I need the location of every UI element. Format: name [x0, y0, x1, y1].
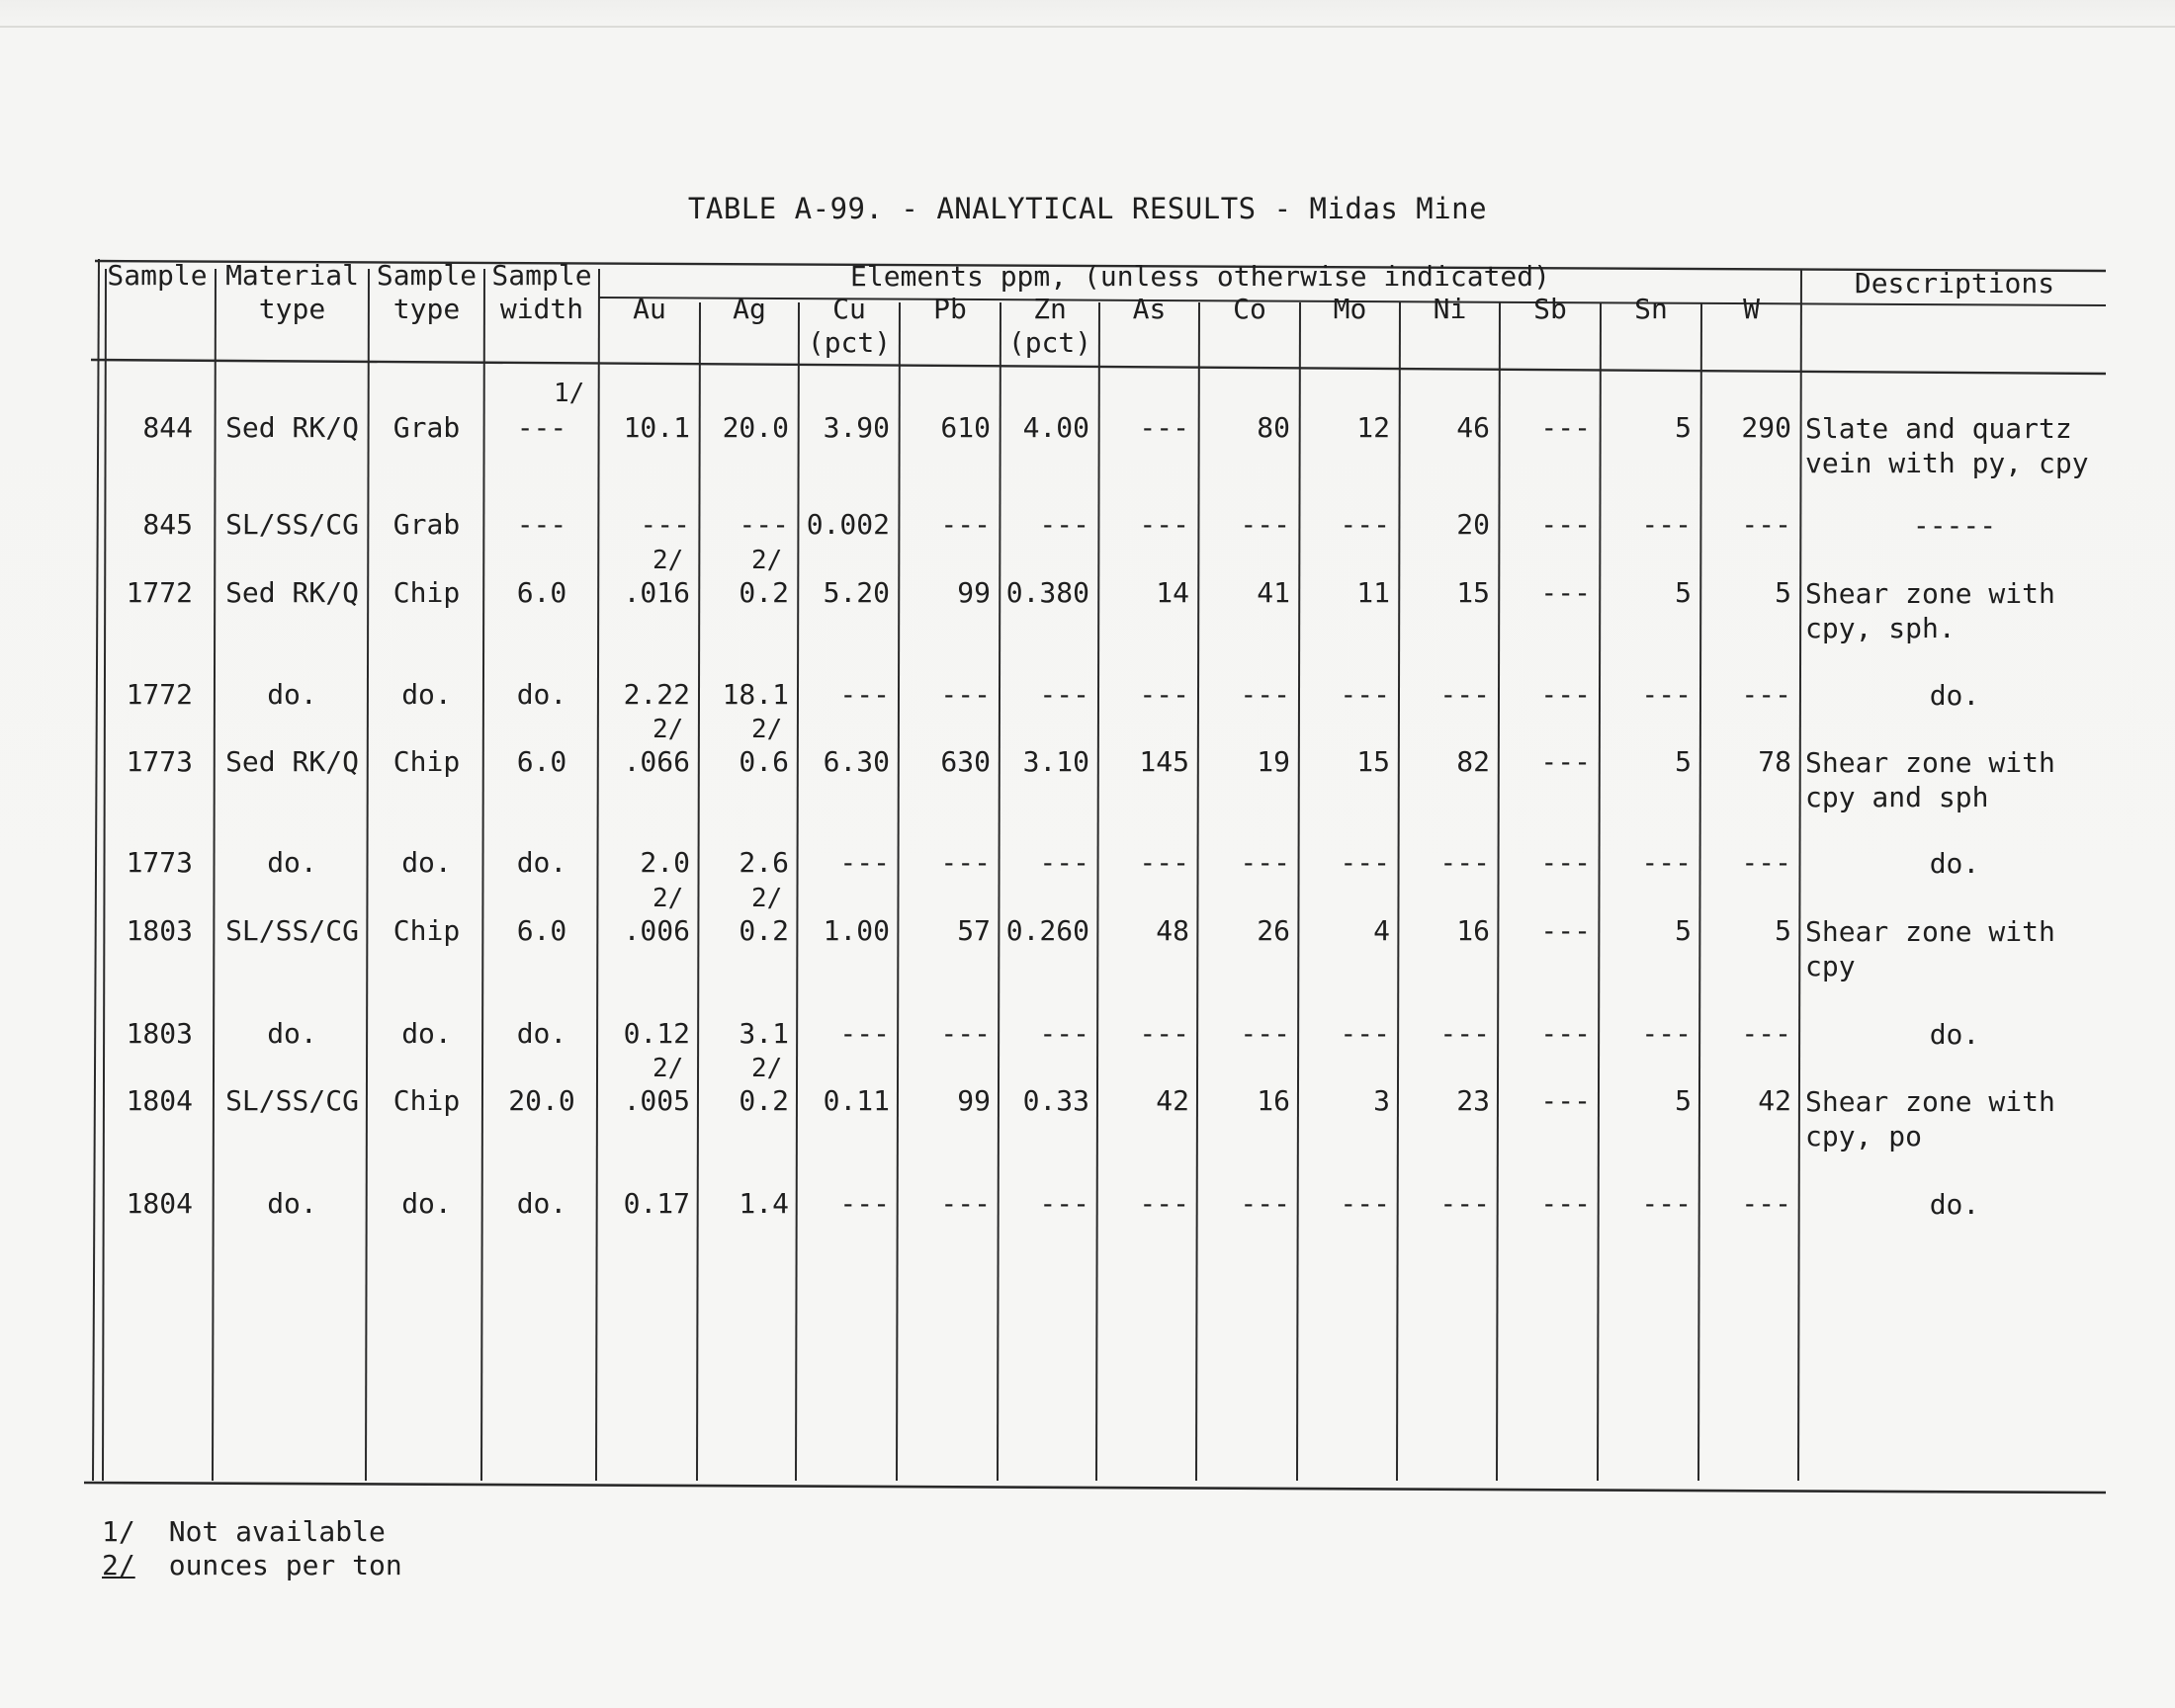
w-value-cell: 290 [1741, 411, 1791, 444]
sn-value-cell: --- [1641, 1017, 1692, 1050]
pb-value-cell: 630 [940, 745, 991, 778]
description-cell: do. [1929, 679, 1980, 712]
zn-value-cell: --- [1039, 1017, 1089, 1050]
column-divider [1196, 302, 1199, 1481]
column-header: As [1132, 293, 1167, 325]
sample-id-cell: 1803 [126, 1017, 193, 1050]
ag-value-cell: 0.6 [739, 745, 789, 778]
description-cell: cpy [1805, 950, 1856, 982]
description-cell: Shear zone with [1805, 1085, 2055, 1118]
sample-width-cell: --- [516, 411, 567, 444]
column-header: Sample [491, 259, 592, 292]
ni-value-cell: --- [1439, 1187, 1490, 1220]
cu-value-cell: 1.00 [823, 914, 890, 947]
footnotes [102, 1515, 402, 1582]
sample-id-cell: 1773 [126, 846, 193, 879]
as-value-cell: --- [1139, 1187, 1189, 1220]
material-type-cell: Sed RK/Q [225, 745, 359, 778]
description-cell: cpy, sph. [1805, 612, 1956, 644]
footnote-reference: 2/ [652, 884, 684, 913]
column-header: Sb [1533, 293, 1567, 325]
sample-width-cell: 6.0 [516, 914, 567, 947]
mo-value-cell: --- [1340, 846, 1390, 879]
footnote-mark: 2/ [102, 1549, 135, 1581]
column-unit-header: (pct) [807, 326, 892, 359]
w-value-cell: --- [1741, 508, 1791, 541]
material-type-cell: do. [267, 678, 317, 711]
ni-value-cell: 23 [1456, 1084, 1490, 1117]
mo-value-cell: --- [1340, 678, 1390, 711]
sample-width-cell: 6.0 [516, 576, 567, 609]
co-value-cell: --- [1240, 508, 1290, 541]
footnote-text: Not available [168, 1515, 386, 1548]
pb-value-cell: --- [940, 1017, 991, 1050]
au-value-cell: .016 [623, 576, 690, 609]
pb-value-cell: --- [940, 1187, 991, 1220]
material-type-cell: SL/SS/CG [225, 914, 359, 947]
column-header: width [499, 293, 584, 325]
mo-value-cell: --- [1340, 1187, 1390, 1220]
sn-value-cell: --- [1641, 508, 1692, 541]
zn-value-cell: --- [1039, 508, 1089, 541]
pb-value-cell: --- [940, 508, 991, 541]
au-value-cell: .066 [623, 745, 690, 778]
material-type-cell: Sed RK/Q [225, 411, 359, 444]
sample-type-cell: do. [401, 1017, 452, 1050]
column-divider [998, 302, 1000, 1481]
description-cell: do. [1929, 847, 1980, 880]
sample-width-cell: do. [516, 678, 567, 711]
as-value-cell: --- [1139, 846, 1189, 879]
co-value-cell: 80 [1257, 411, 1290, 444]
sample-type-cell: Chip [392, 914, 461, 947]
material-type-cell: do. [267, 1187, 317, 1220]
sample-type-cell: do. [401, 846, 452, 879]
sample-type-cell: Chip [392, 576, 461, 609]
ag-value-cell: 18.1 [722, 678, 789, 711]
column-header: Sample [376, 259, 478, 292]
sample-width-cell: --- [516, 508, 567, 541]
sample-id-cell: 1803 [126, 914, 193, 947]
footnote-reference: 2/ [652, 1054, 684, 1083]
description-cell: cpy and sph [1805, 781, 1989, 813]
mo-value-cell: 11 [1356, 576, 1390, 609]
w-value-cell: --- [1741, 678, 1791, 711]
ag-value-cell: 2.6 [739, 846, 789, 879]
column-divider [796, 302, 799, 1481]
mo-value-cell: 15 [1356, 745, 1390, 778]
column-divider [1297, 302, 1300, 1481]
column-header: Au [633, 293, 666, 325]
sample-id-cell: 1773 [126, 745, 193, 778]
cu-value-cell: 0.002 [806, 508, 890, 541]
cu-value-cell: 6.30 [823, 745, 890, 778]
pb-value-cell: 99 [957, 576, 991, 609]
column-divider [897, 302, 900, 1481]
column-header: type [258, 293, 326, 325]
column-divider [1497, 302, 1500, 1481]
column-header: Material [225, 259, 359, 292]
column-header: Ag [733, 293, 766, 325]
ni-value-cell: 15 [1456, 576, 1490, 609]
w-value-cell: 78 [1758, 745, 1791, 778]
as-value-cell: --- [1139, 678, 1189, 711]
zn-value-cell: --- [1039, 1187, 1089, 1220]
ag-value-cell: 20.0 [722, 411, 789, 444]
table-title: TABLE A-99. - ANALYTICAL RESULTS - Midas Mine [687, 192, 1488, 225]
pb-value-cell: 99 [957, 1084, 991, 1117]
column-header: Sample [107, 259, 208, 292]
co-value-cell: --- [1240, 1017, 1290, 1050]
ni-value-cell: 16 [1456, 914, 1490, 947]
description-cell: Shear zone with [1805, 915, 2055, 948]
sample-id-cell: 1772 [126, 576, 193, 609]
column-header: Sn [1634, 293, 1668, 325]
w-value-cell: --- [1741, 1017, 1791, 1050]
sample-type-cell: Chip [392, 1084, 461, 1117]
column-divider [1698, 302, 1701, 1481]
au-value-cell: --- [640, 508, 690, 541]
sn-value-cell: 5 [1675, 1084, 1692, 1117]
sample-type-cell: do. [401, 1187, 452, 1220]
column-header: Ni [1433, 293, 1467, 325]
ag-value-cell: --- [739, 508, 789, 541]
zn-value-cell: 0.260 [1005, 914, 1089, 947]
as-value-cell: --- [1139, 411, 1189, 444]
sn-value-cell: 5 [1675, 576, 1692, 609]
sample-id-cell: 845 [142, 508, 193, 541]
footnote-reference: 2/ [751, 546, 783, 575]
pb-value-cell: --- [940, 678, 991, 711]
sample-width-cell: 6.0 [516, 745, 567, 778]
sn-value-cell: 5 [1675, 411, 1692, 444]
sample-width-cell: 20.0 [508, 1084, 575, 1117]
cu-value-cell: 0.11 [823, 1084, 890, 1117]
mo-value-cell: 4 [1373, 914, 1390, 947]
sample-type-cell: Grab [392, 411, 461, 444]
cu-value-cell: 3.90 [823, 411, 890, 444]
mo-value-cell: 3 [1373, 1084, 1390, 1117]
zn-value-cell: --- [1039, 846, 1089, 879]
sample-id-cell: 1804 [126, 1084, 193, 1117]
description-cell: cpy, po [1805, 1120, 1923, 1153]
as-value-cell: 42 [1156, 1084, 1189, 1117]
description-cell: Shear zone with [1805, 577, 2055, 610]
ag-value-cell: 1.4 [739, 1187, 789, 1220]
au-value-cell: 0.17 [623, 1187, 690, 1220]
footnote-reference: 1/ [554, 379, 585, 408]
description-cell: Slate and quartz [1805, 412, 2072, 445]
w-value-cell: 5 [1775, 914, 1791, 947]
sn-value-cell: --- [1641, 678, 1692, 711]
description-cell: vein with py, cpy [1805, 447, 2089, 479]
w-value-cell: --- [1741, 846, 1791, 879]
sample-type-cell: Grab [392, 508, 461, 541]
mo-value-cell: --- [1340, 1017, 1390, 1050]
au-value-cell: .005 [623, 1084, 690, 1117]
footnote-reference: 2/ [751, 715, 783, 744]
cu-value-cell: --- [839, 1017, 890, 1050]
ni-value-cell: --- [1439, 1017, 1490, 1050]
column-divider [1397, 302, 1400, 1481]
ag-value-cell: 0.2 [739, 1084, 789, 1117]
sb-value-cell: --- [1540, 846, 1591, 879]
co-value-cell: --- [1240, 678, 1290, 711]
sn-value-cell: --- [1641, 846, 1692, 879]
w-value-cell: 5 [1775, 576, 1791, 609]
cu-value-cell: --- [839, 678, 890, 711]
cu-value-cell: 5.20 [823, 576, 890, 609]
sb-value-cell: --- [1540, 678, 1591, 711]
footnote-2 [102, 1549, 402, 1582]
footnote-reference: 2/ [652, 546, 684, 575]
ni-value-cell: --- [1439, 846, 1490, 879]
material-type-cell: do. [267, 1017, 317, 1050]
footnote-reference: 2/ [751, 1054, 783, 1083]
sample-width-cell: do. [516, 1017, 567, 1050]
ni-value-cell: --- [1439, 678, 1490, 711]
sample-width-cell: do. [516, 1187, 567, 1220]
as-value-cell: 48 [1156, 914, 1189, 947]
mo-value-cell: --- [1340, 508, 1390, 541]
au-value-cell: .006 [623, 914, 690, 947]
sb-value-cell: --- [1540, 508, 1591, 541]
zn-value-cell: 0.33 [1022, 1084, 1089, 1117]
co-value-cell: 26 [1257, 914, 1290, 947]
ni-value-cell: 20 [1456, 508, 1490, 541]
sb-value-cell: --- [1540, 411, 1591, 444]
pb-value-cell: 57 [957, 914, 991, 947]
sb-value-cell: --- [1540, 576, 1591, 609]
sn-value-cell: 5 [1675, 745, 1692, 778]
material-type-cell: SL/SS/CG [225, 1084, 359, 1117]
pb-value-cell: --- [940, 846, 991, 879]
description-cell: do. [1929, 1018, 1980, 1051]
w-value-cell: --- [1741, 1187, 1791, 1220]
sb-value-cell: --- [1540, 1017, 1591, 1050]
description-cell: Shear zone with [1805, 746, 2055, 779]
column-unit-header: (pct) [1007, 326, 1092, 359]
column-header: Zn [1033, 293, 1067, 325]
column-header: Pb [933, 293, 967, 325]
au-value-cell: 0.12 [623, 1017, 690, 1050]
as-value-cell: 145 [1139, 745, 1189, 778]
description-cell: ----- [1912, 509, 1997, 542]
zn-value-cell: 4.00 [1022, 411, 1089, 444]
zn-value-cell: 0.380 [1005, 576, 1089, 609]
sb-value-cell: --- [1540, 914, 1591, 947]
sample-width-cell: do. [516, 846, 567, 879]
description-cell: do. [1929, 1188, 1980, 1221]
ag-value-cell: 0.2 [739, 576, 789, 609]
column-header: Mo [1333, 293, 1367, 325]
footnote-1 [102, 1515, 402, 1549]
material-type-cell: SL/SS/CG [225, 508, 359, 541]
footnote-text: ounces per ton [168, 1549, 402, 1581]
co-value-cell: 16 [1257, 1084, 1290, 1117]
ni-value-cell: 82 [1456, 745, 1490, 778]
cu-value-cell: --- [839, 846, 890, 879]
mo-value-cell: 12 [1356, 411, 1390, 444]
cu-value-cell: --- [839, 1187, 890, 1220]
sb-value-cell: --- [1540, 1084, 1591, 1117]
w-value-cell: 42 [1758, 1084, 1791, 1117]
sb-value-cell: --- [1540, 745, 1591, 778]
co-value-cell: --- [1240, 846, 1290, 879]
column-header: W [1743, 293, 1760, 325]
co-value-cell: 19 [1257, 745, 1290, 778]
material-type-cell: do. [267, 846, 317, 879]
as-value-cell: 14 [1156, 576, 1189, 609]
co-value-cell: --- [1240, 1187, 1290, 1220]
as-value-cell: --- [1139, 508, 1189, 541]
au-value-cell: 2.0 [640, 846, 690, 879]
sample-id-cell: 1804 [126, 1187, 193, 1220]
ag-value-cell: 3.1 [739, 1017, 789, 1050]
sn-value-cell: --- [1641, 1187, 1692, 1220]
sb-value-cell: --- [1540, 1187, 1591, 1220]
column-header: Co [1233, 293, 1266, 325]
au-value-cell: 2.22 [623, 678, 690, 711]
column-divider [1096, 302, 1099, 1481]
as-value-cell: --- [1139, 1017, 1189, 1050]
ni-value-cell: 46 [1456, 411, 1490, 444]
footnote-mark: 1/ [102, 1515, 135, 1548]
ag-value-cell: 0.2 [739, 914, 789, 947]
zn-value-cell: 3.10 [1022, 745, 1089, 778]
column-divider [1598, 302, 1601, 1481]
pb-value-cell: 610 [940, 411, 991, 444]
sample-type-cell: do. [401, 678, 452, 711]
footnote-reference: 2/ [652, 715, 684, 744]
sn-value-cell: 5 [1675, 914, 1692, 947]
column-header: type [392, 293, 461, 325]
material-type-cell: Sed RK/Q [225, 576, 359, 609]
au-value-cell: 10.1 [623, 411, 690, 444]
co-value-cell: 41 [1257, 576, 1290, 609]
sample-id-cell: 844 [142, 411, 193, 444]
column-header: Cu [832, 293, 866, 325]
sample-type-cell: Chip [392, 745, 461, 778]
table-bottom-rule [84, 1483, 2106, 1493]
column-header: Descriptions [1854, 267, 2055, 299]
footnote-reference: 2/ [751, 884, 783, 913]
sample-id-cell: 1772 [126, 678, 193, 711]
column-divider [697, 302, 700, 1481]
column-group-header: Elements ppm, (unless otherwise indicated) [849, 260, 1550, 293]
zn-value-cell: --- [1039, 678, 1089, 711]
